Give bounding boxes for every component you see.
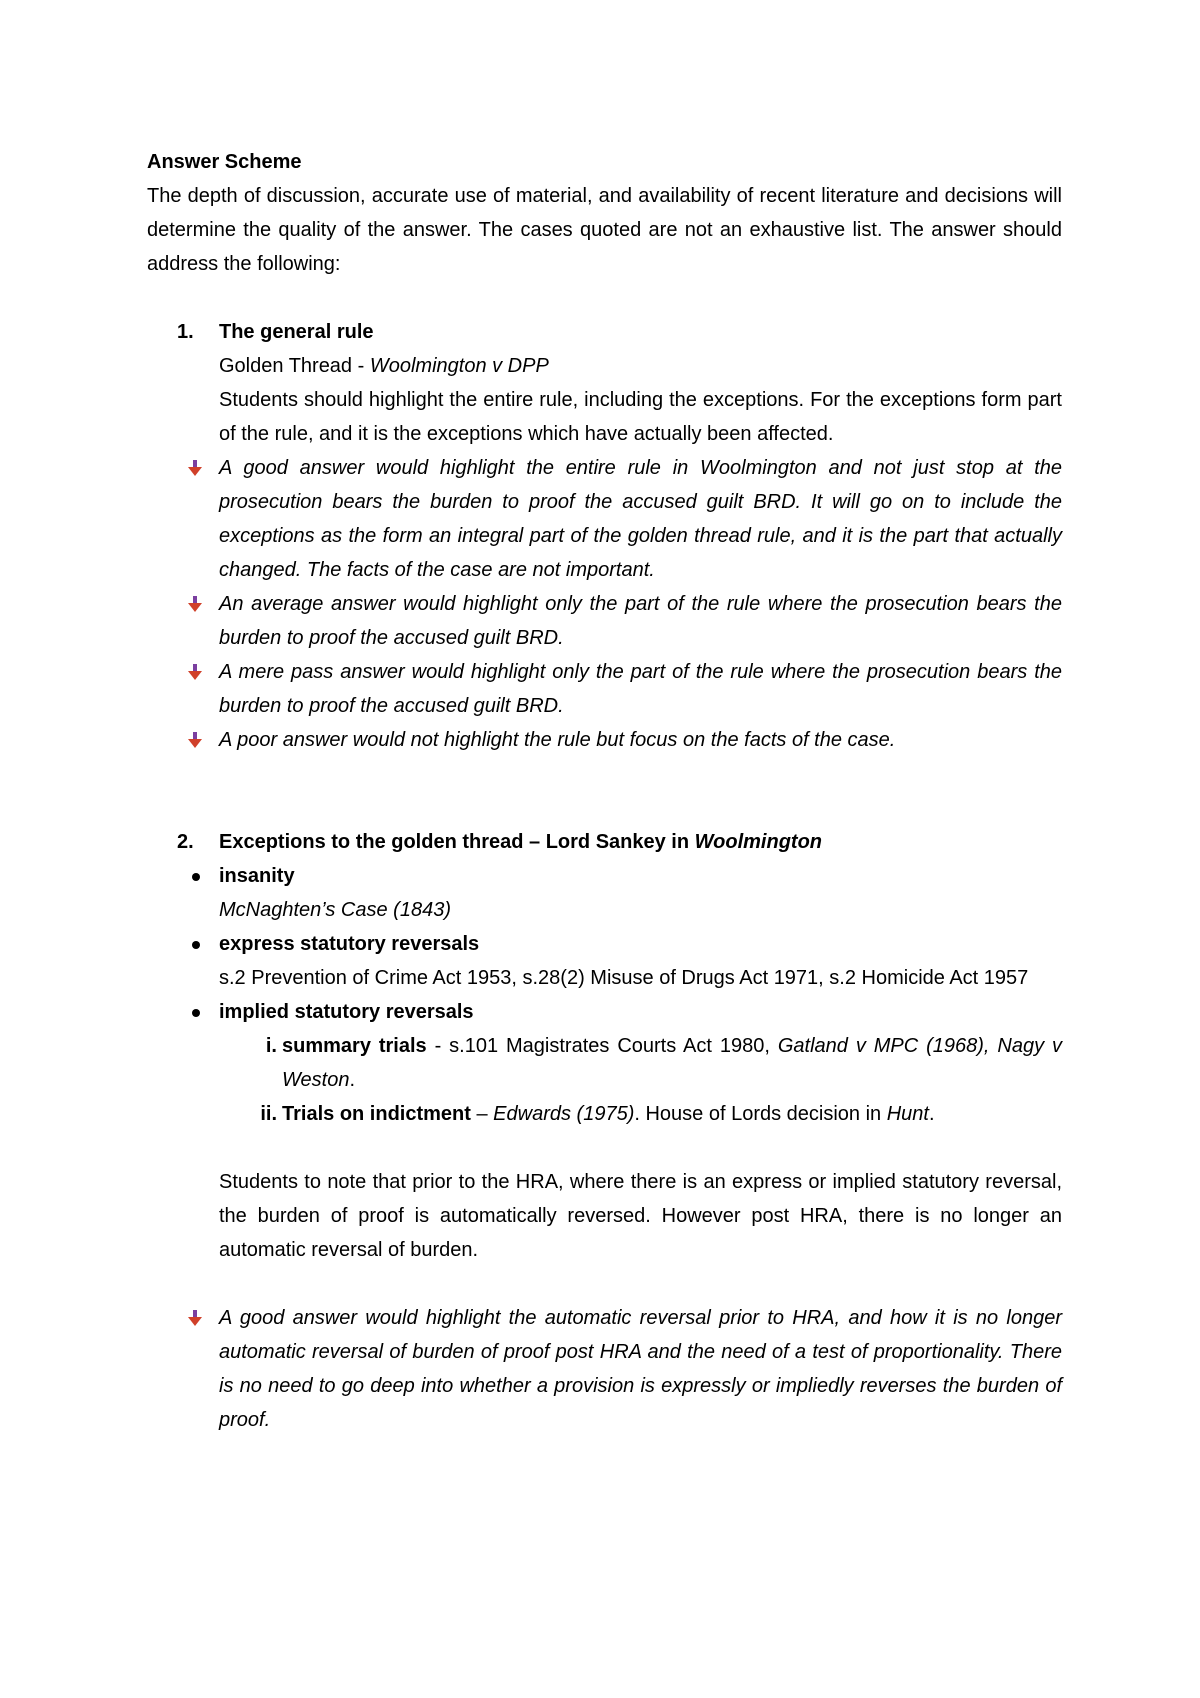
arrow-bullet-icon: [187, 1309, 203, 1327]
arrow-bullet-icon: [187, 595, 203, 613]
section-1-title: The general rule: [219, 321, 374, 343]
section-1-number: 1.: [177, 321, 194, 343]
heading: Answer Scheme: [147, 151, 302, 173]
arrow-bullet-icon: [187, 663, 203, 681]
bullet-dot-icon: [192, 873, 200, 881]
list-item: An average answer would highlight only the part of the rule where the prosecution bears the burden to proof the accused guilt BRD.: [147, 587, 1062, 655]
section-2-number: 2.: [177, 831, 194, 853]
list-item: A good answer would highlight the entire rule in Woolmington and not just stop at the prosecution bears the burden to proof the accused guilt BRD. It will go on to include the exceptions as the form an integral part of the golden thread rule, and it is the part that actually changed. The facts of the case are not important.: [147, 451, 1062, 587]
document-body: [147, 145, 1062, 1437]
bullet-dot-icon: [192, 1009, 200, 1017]
section-1: [147, 315, 1062, 451]
list-item: ii. Trials on indictment – Edwards (1975). House of Lords decision in Hunt.: [260, 1103, 935, 1125]
list-item: implied statutory reversals: [147, 995, 1062, 1029]
list-item: A poor answer would not highlight the rule but focus on the facts of the case.: [147, 723, 1062, 757]
intro-paragraph: The depth of discussion, accurate use of material, and availability of recent literature and decisions will determine the quality of the answer. The cases quoted are not an exhaustive list. The answer should address the following:: [147, 185, 1062, 275]
section-2: [147, 825, 1062, 859]
bullet-dot-icon: [192, 941, 200, 949]
section-2-bullets: [147, 1301, 1062, 1437]
list-item: A good answer would highlight the automatic reversal prior to HRA, and how it is no longer automatic reversal of burden of proof post HRA and the need of a test of proportionality. There is no need to go deep into whether a provision is expressly or impliedly reverses the burden of proof.: [147, 1301, 1062, 1437]
list-item: insanity McNaghten’s Case (1843): [147, 859, 1062, 927]
case-woolmington: Woolmington v DPP: [369, 355, 549, 377]
section-1-paragraph: Students should highlight the entire rule, including the exceptions. For the exceptions form part of the rule, and it is the exceptions which have actually been affected.: [219, 389, 1062, 445]
arrow-bullet-icon: [187, 731, 203, 749]
arrow-bullet-icon: [187, 459, 203, 477]
golden-thread-line: Golden Thread - Woolmington v DPP: [219, 355, 549, 377]
list-item: express statutory reversals s.2 Prevention of Crime Act 1953, s.28(2) Misuse of Drugs Act 1971, s.2 Homicide Act 1957: [147, 927, 1062, 995]
section-2-title: Exceptions to the golden thread – Lord Sankey in Woolmington: [219, 831, 823, 853]
list-item: i. summary trials - s.101 Magistrates Courts Act 1980, Gatland v MPC (1968), Nagy v Weston.: [265, 1035, 1063, 1091]
section-2-paragraph: Students to note that prior to the HRA, where there is an express or implied statutory reversal, the burden of proof is automatically reversed. However post HRA, there is no longer an automatic reversal of burden.: [219, 1171, 1062, 1261]
section-1-bullets: [147, 451, 1062, 757]
list-item: A mere pass answer would highlight only the part of the rule where the prosecution bears the burden to proof the accused guilt BRD.: [147, 655, 1062, 723]
